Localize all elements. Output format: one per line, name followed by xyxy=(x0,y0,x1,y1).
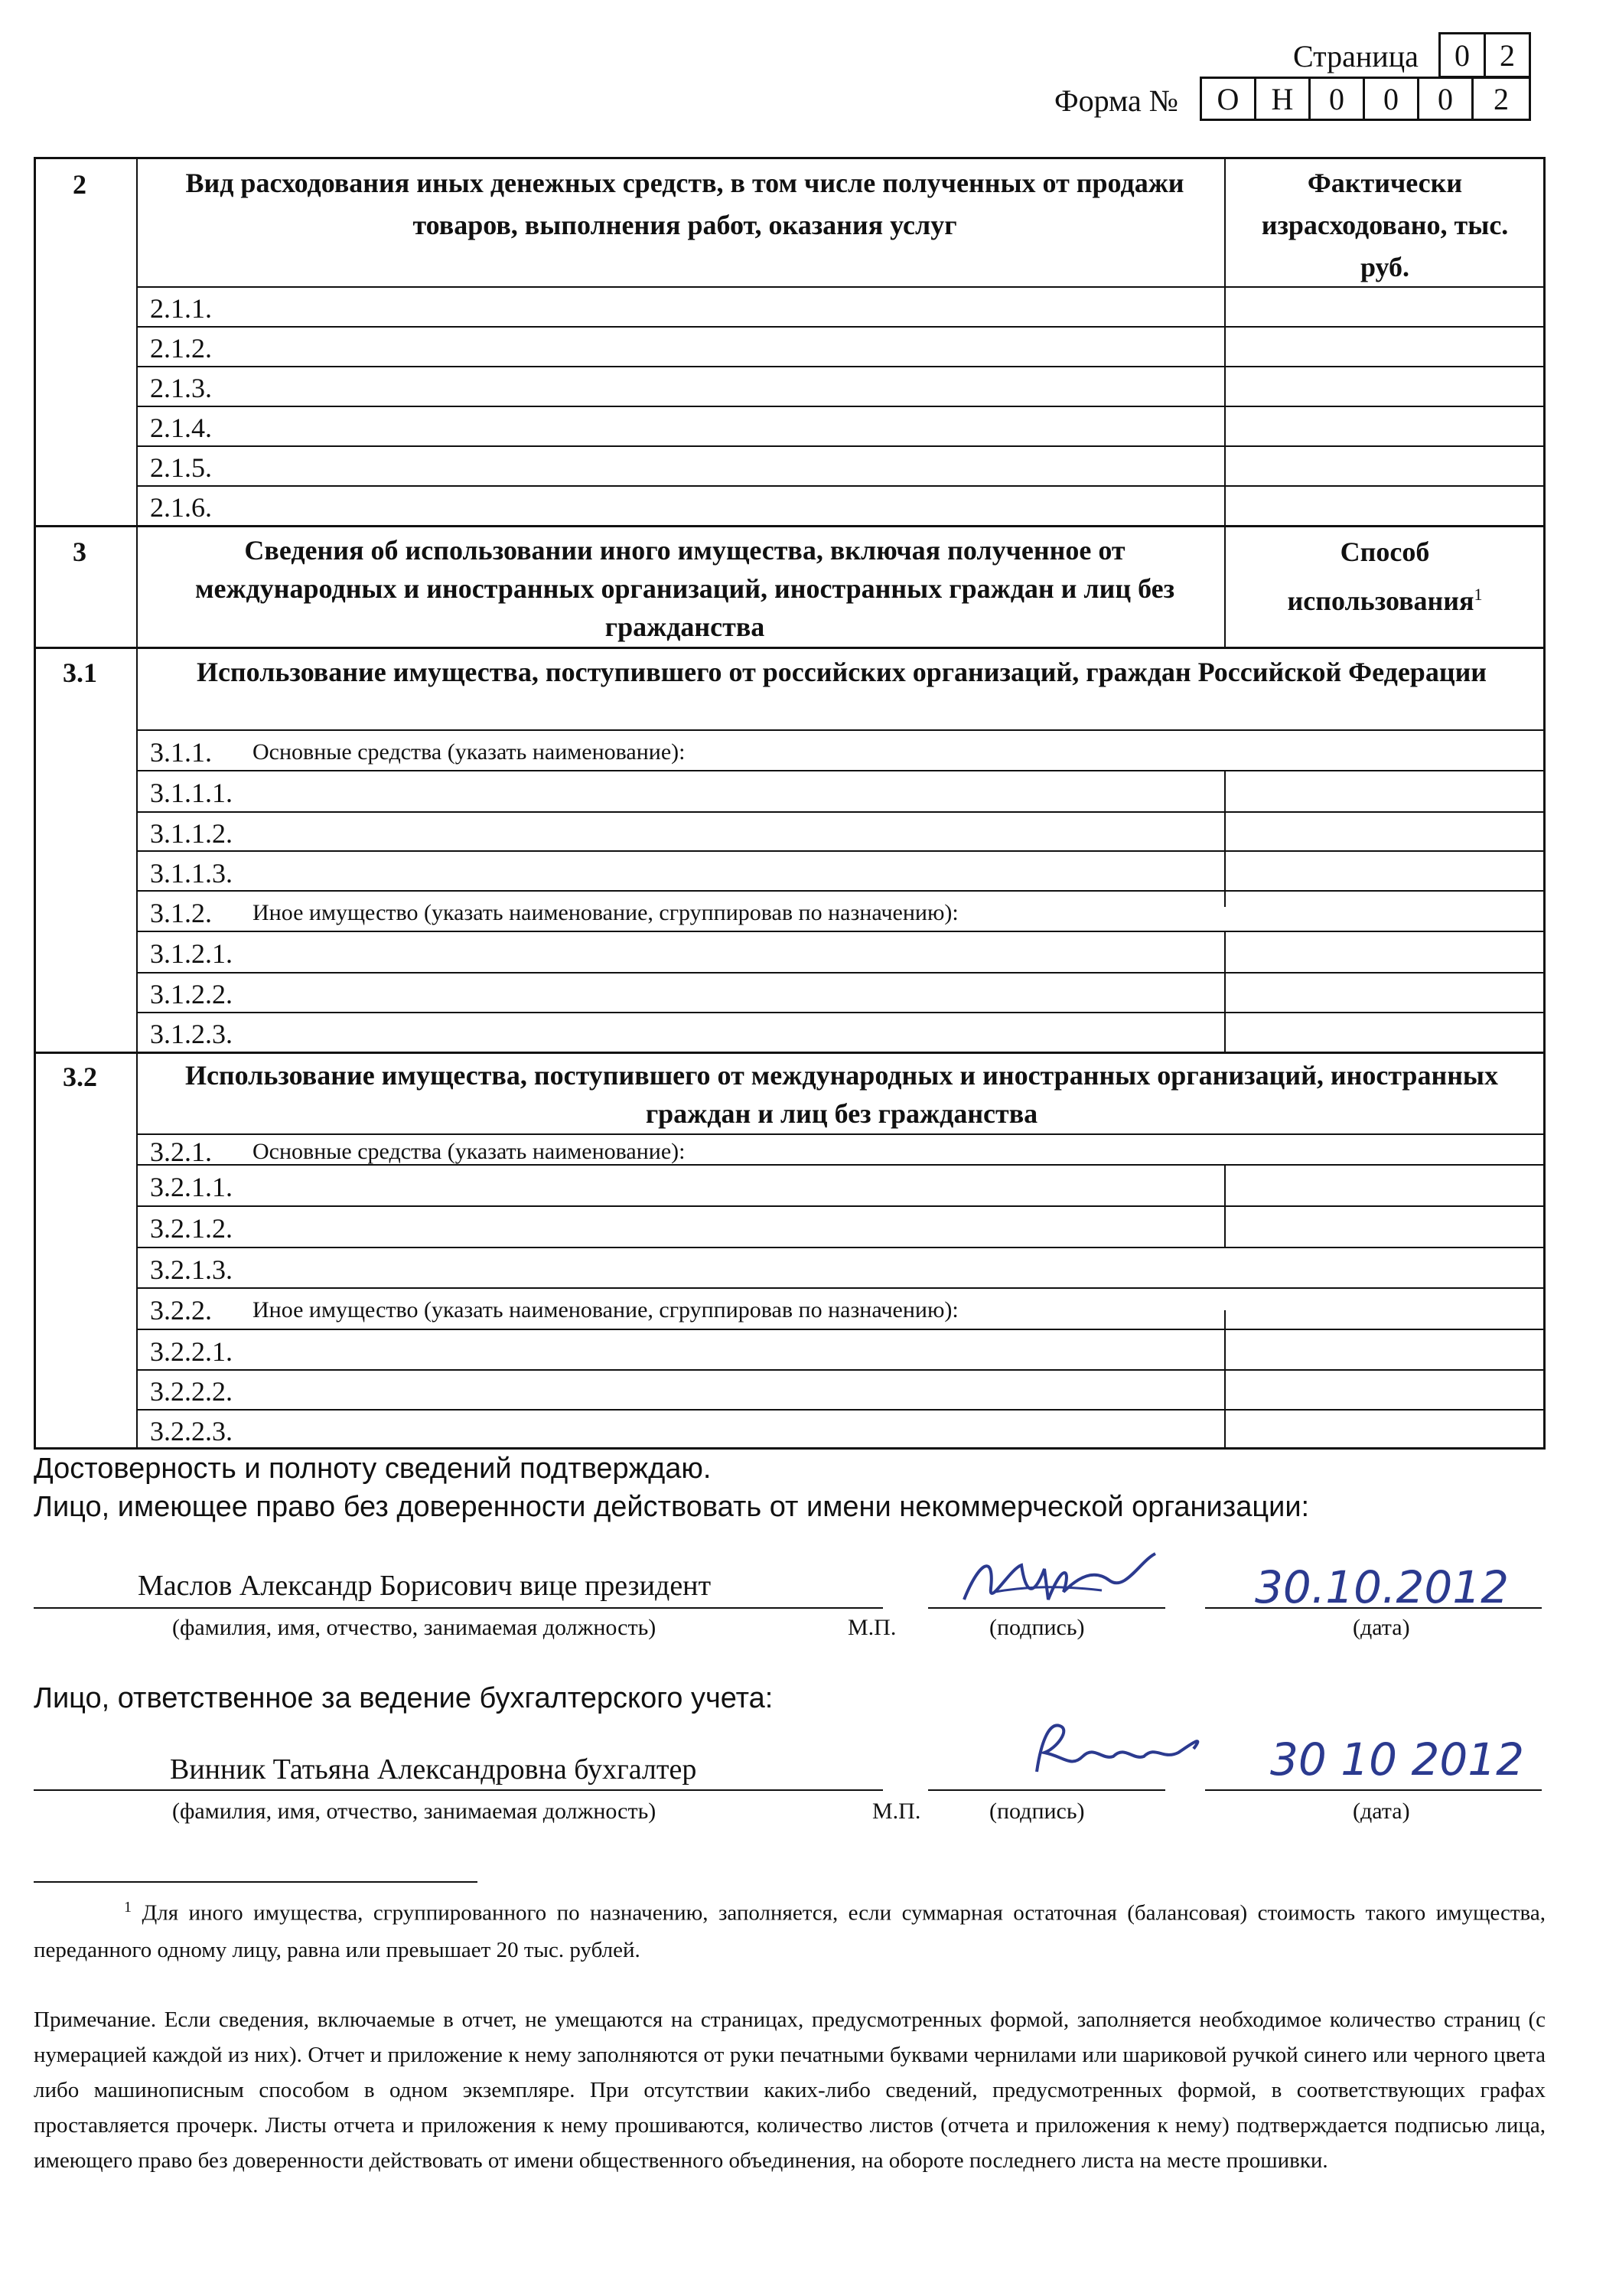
footnote-text: Для иного имущества, сгруппированного по назначению, заполняется, если суммарная остаточная (балансовая) стоимость такого имущества, переданного одному лицу, равна или превышает 20 тыс. рублей. xyxy=(34,1900,1546,1962)
section-number: 3.2 xyxy=(63,1062,97,1092)
accountant-name: Винник Татьяна Александровна бухгалтер xyxy=(170,1753,697,1786)
form-number-label: Форма № xyxy=(1054,83,1178,118)
subsection-label: Основные средства (указать наименование): xyxy=(252,739,686,765)
row-number: 2.1.2. xyxy=(150,333,212,364)
column-header xyxy=(1255,531,1515,622)
section-title: Вид расходования иных денежных средств, в том числе полученных от продажи товаров, выполнения работ, оказания услуг xyxy=(185,168,1184,240)
footnote-mark: 1 xyxy=(1474,585,1483,604)
signature-icon xyxy=(949,1546,1178,1619)
signature-caption: (подпись) xyxy=(989,1615,1085,1640)
subsection-label: Основные средства (указать наименование): xyxy=(252,1139,686,1164)
row-number: 3.2.1.1. xyxy=(150,1172,233,1202)
certification-statement: Достоверность и полноту сведений подтверждаю. xyxy=(34,1453,712,1485)
date-caption: (дата) xyxy=(1353,1615,1410,1640)
stamp-caption: М.П. xyxy=(872,1799,921,1824)
section-title: Использование имущества, поступившего от российских организаций, граждан Российской Федерации xyxy=(196,657,1487,687)
row-number: 3.1.1.2. xyxy=(150,818,233,849)
row-number: 3.2.2.1. xyxy=(150,1336,233,1367)
row-number: 2.1.1. xyxy=(150,293,212,324)
stamp-caption: М.П. xyxy=(848,1615,897,1640)
row-number: 3.1.2.2. xyxy=(150,979,233,1009)
row-number: 2.1.3. xyxy=(150,373,212,403)
form-digit-box: 0 xyxy=(1417,77,1474,121)
row-number: 2.1.4. xyxy=(150,413,212,443)
section-title: Использование имущества, поступившего от международных и иностранных организаций, иностранных граждан и лиц без гражданства xyxy=(184,1060,1499,1129)
footnote-divider xyxy=(34,1881,477,1883)
row-number: 3.2.2.2. xyxy=(150,1376,233,1407)
form-digit-box: Н xyxy=(1254,77,1311,121)
page-number-label: Страница xyxy=(1293,39,1419,73)
page-digit-box: 2 xyxy=(1484,32,1531,78)
signatory-name: Маслов Александр Борисович вице президент xyxy=(138,1570,712,1602)
accountant-label: Лицо, ответственное за ведение бухгалтерского учета: xyxy=(34,1682,774,1714)
column-header: Фактически израсходовано, тыс. руб. xyxy=(1261,168,1509,282)
row-number: 3.2.2.3. xyxy=(150,1416,233,1446)
section-title: Сведения об использовании иного имущества, включая полученное от международных и иностранных организаций, иностранных граждан и лиц без гражданства xyxy=(194,535,1175,642)
date-caption: (дата) xyxy=(1353,1799,1410,1824)
signature-image xyxy=(949,1546,1178,1622)
page-digit-box: 0 xyxy=(1438,32,1486,78)
name-caption: (фамилия, имя, отчество, занимаемая должность) xyxy=(172,1615,656,1640)
row-number: 3.1.2.1. xyxy=(150,938,233,969)
authorized-person-label: Лицо, имеющее право без доверенности действовать от имени некоммерческой организации: xyxy=(34,1491,1310,1523)
form-digit-box: 0 xyxy=(1308,77,1365,121)
subsection-number: 3.1.1. xyxy=(150,737,212,768)
footnote xyxy=(34,1889,1546,1968)
subsection-number: 3.2.2. xyxy=(150,1295,212,1326)
subsection-number: 3.1.2. xyxy=(150,898,212,928)
signing-date: 30.10.2012 xyxy=(1255,1561,1510,1613)
footnote-mark: 1 xyxy=(124,1899,132,1916)
row-number: 2.1.6. xyxy=(150,492,212,523)
column-header-text: Способ использования xyxy=(1287,536,1474,616)
form-digit-box: 2 xyxy=(1471,77,1531,121)
name-caption: (фамилия, имя, отчество, занимаемая должность) xyxy=(172,1799,656,1824)
section-number: 3.1 xyxy=(63,657,97,688)
row-number: 2.1.5. xyxy=(150,452,212,483)
subsection-label: Иное имущество (указать наименование, сгруппировав по назначению): xyxy=(252,900,959,925)
signature-icon xyxy=(1025,1714,1224,1783)
row-number: 3.2.1.3. xyxy=(150,1254,233,1285)
section-number: 2 xyxy=(73,169,86,200)
section-number: 3 xyxy=(73,536,86,567)
subsection-label: Иное имущество (указать наименование, сгруппировав по назначению): xyxy=(252,1297,959,1322)
row-number: 3.1.1.3. xyxy=(150,858,233,889)
form-digit-box: 0 xyxy=(1363,77,1419,121)
signature-caption: (подпись) xyxy=(989,1799,1085,1824)
row-number: 3.1.2.3. xyxy=(150,1019,233,1049)
row-number: 3.2.1.2. xyxy=(150,1213,233,1244)
subsection-number: 3.2.1. xyxy=(150,1137,212,1167)
note-text: Примечание. Если сведения, включаемые в отчет, не умещаются на страницах, предусмотренных формой, заполняется необходимое количество страниц (с нумерацией каждой из них). Отчет и приложение к нему заполняются от руки печатными буквами чернилами или шариковой ручкой синего или черного цвета либо машинописным способом в одном экземпляре. При отсутствии каких-либо сведений, предусмотренных формой, в соответствующих графах проставляется прочерк. Листы отчета и приложения к нему прошиваются, количество листов (отчета и приложения к нему) подтверждается подписью лица, имеющего право без доверенности действовать от имени общественного объединения, на обороте последнего листа на месте прошивки. xyxy=(34,2007,1546,2173)
accountant-date: 30 10 2012 xyxy=(1270,1733,1525,1786)
row-number: 3.1.1.1. xyxy=(150,778,233,808)
signature-image xyxy=(1025,1714,1224,1786)
form-digit-box: О xyxy=(1200,77,1256,121)
